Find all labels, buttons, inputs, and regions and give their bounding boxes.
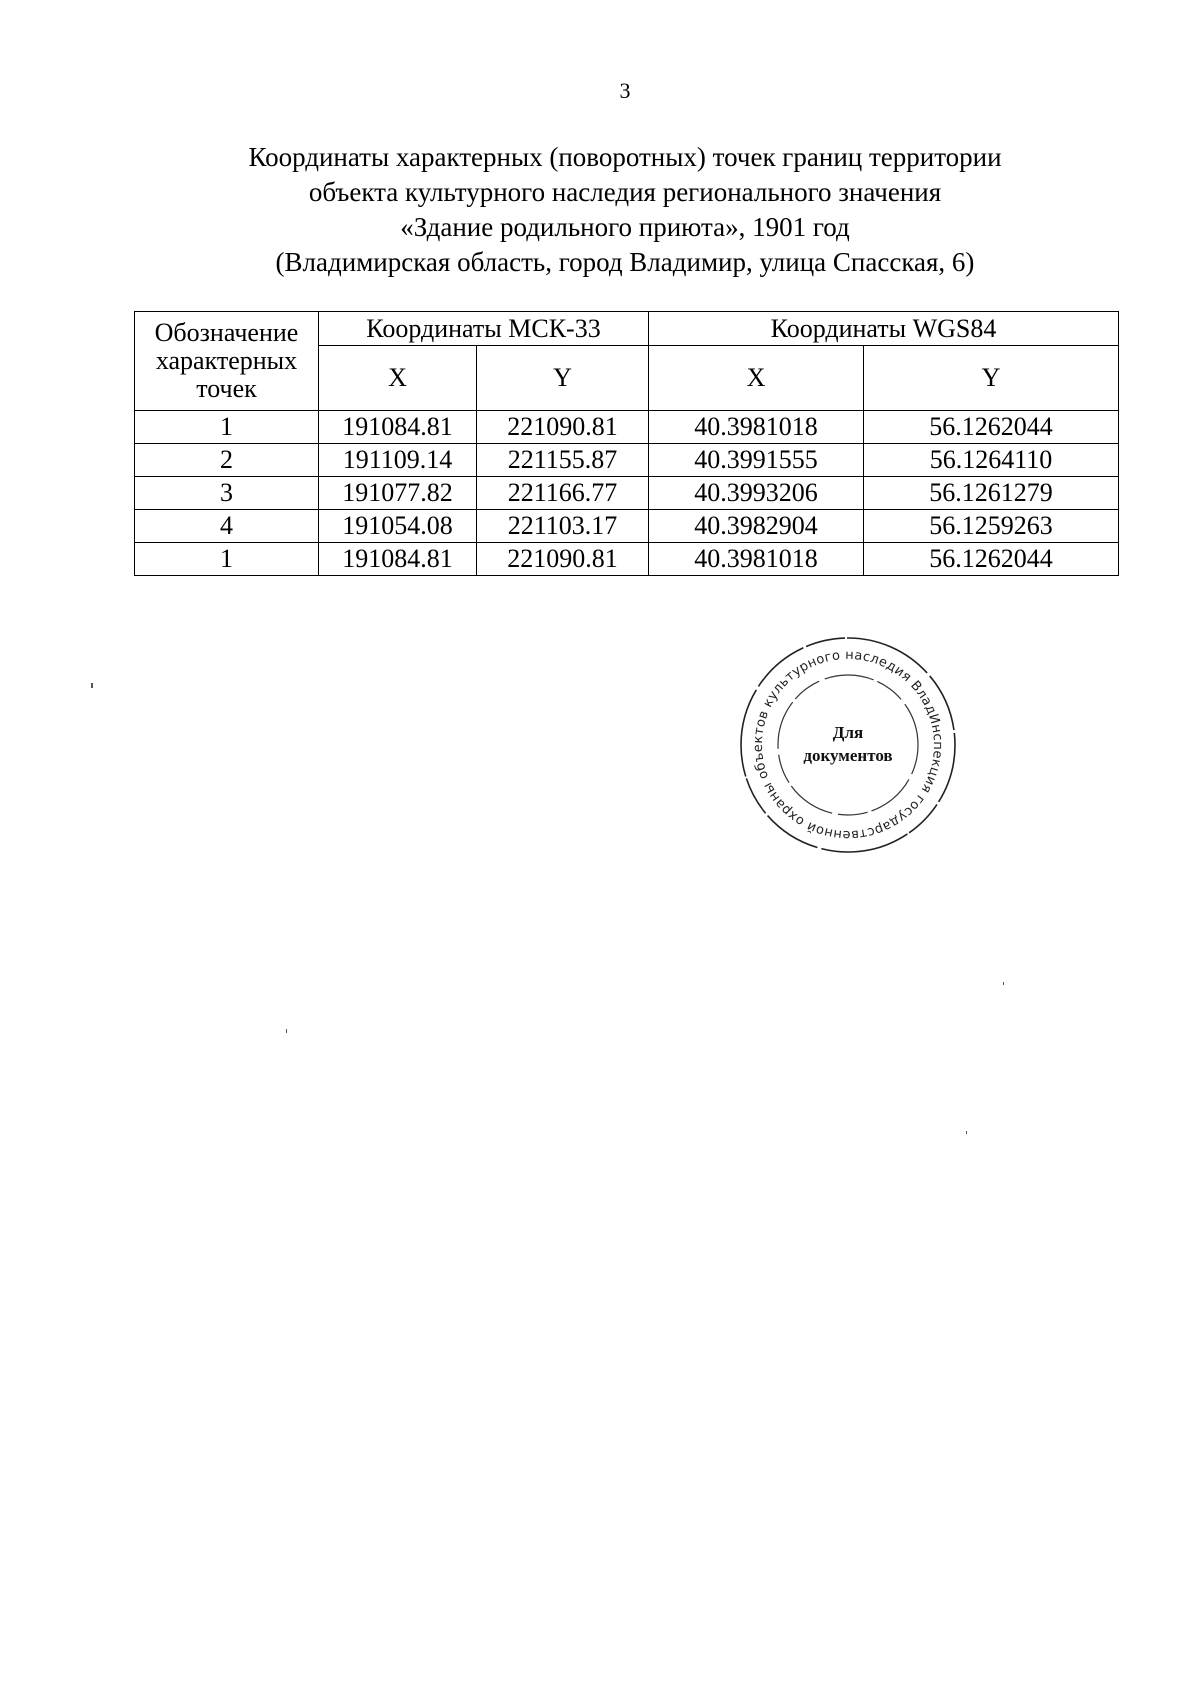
wgs-y-cell: 56.1262044 xyxy=(864,543,1119,576)
title-line: (Владимирская область, город Владимир, улица Спасская, 6) xyxy=(275,247,975,277)
msk-x-header: X xyxy=(319,346,477,411)
point-id-cell: 2 xyxy=(135,444,319,477)
scan-speck xyxy=(286,1029,287,1033)
stamp-seal-icon xyxy=(733,630,963,860)
msk-x-cell: 191054.08 xyxy=(319,510,477,543)
wgs-x-cell: 40.3991555 xyxy=(649,444,864,477)
msk-y-header: Y xyxy=(477,346,649,411)
msk-x-cell: 191084.81 xyxy=(319,411,477,444)
scan-speck xyxy=(1003,982,1004,985)
title-line: «Здание родильного приюта», 1901 год xyxy=(400,212,850,242)
wgs-x-header: X xyxy=(649,346,864,411)
wgs-y-cell: 56.1262044 xyxy=(864,411,1119,444)
point-id-cell: 3 xyxy=(135,477,319,510)
page-number: 3 xyxy=(619,78,631,103)
points-column-header: Обозначение характерных точек xyxy=(135,312,319,411)
msk-column-header: Координаты МСК-33 xyxy=(319,312,649,346)
wgs-y-cell: 56.1264110 xyxy=(864,444,1119,477)
msk-x-cell: 191084.81 xyxy=(319,543,477,576)
stamp-center-line: Для xyxy=(832,723,864,742)
msk-x-cell: 191077.82 xyxy=(319,477,477,510)
wgs-x-cell: 40.3993206 xyxy=(649,477,864,510)
svg-text:Инспекция государственной охра xyxy=(733,630,963,860)
stamp-ring-text: Инспекция государственной охраны объектов культурного наследия Владимирской xyxy=(750,647,946,843)
scan-speck xyxy=(966,1131,967,1134)
stamp-center-line: документов xyxy=(803,746,893,765)
document-title xyxy=(0,140,1200,280)
point-id-cell: 1 xyxy=(135,543,319,576)
msk-y-cell: 221103.17 xyxy=(477,510,649,543)
msk-y-cell: 221155.87 xyxy=(477,444,649,477)
wgs-column-header: Координаты WGS84 xyxy=(649,312,1119,346)
wgs-x-cell: 40.3982904 xyxy=(649,510,864,543)
table-row xyxy=(135,411,1119,444)
point-id-cell: 4 xyxy=(135,510,319,543)
coordinates-table xyxy=(134,311,1119,576)
wgs-y-cell: 56.1261279 xyxy=(864,477,1119,510)
table-row xyxy=(135,510,1119,543)
table-row xyxy=(135,444,1119,477)
wgs-y-header: Y xyxy=(864,346,1119,411)
table-row xyxy=(135,543,1119,576)
msk-x-cell: 191109.14 xyxy=(319,444,477,477)
wgs-x-cell: 40.3981018 xyxy=(649,543,864,576)
msk-y-cell: 221090.81 xyxy=(477,543,649,576)
table-row xyxy=(135,477,1119,510)
point-id-cell: 1 xyxy=(135,411,319,444)
msk-y-cell: 221090.81 xyxy=(477,411,649,444)
title-line: объекта культурного наследия регионального значения xyxy=(308,177,942,207)
wgs-x-cell: 40.3981018 xyxy=(649,411,864,444)
msk-y-cell: 221166.77 xyxy=(477,477,649,510)
scan-speck xyxy=(91,683,93,688)
official-stamp xyxy=(733,630,963,860)
wgs-y-cell: 56.1259263 xyxy=(864,510,1119,543)
title-line: Координаты характерных (поворотных) точек границ территории xyxy=(248,142,1002,172)
